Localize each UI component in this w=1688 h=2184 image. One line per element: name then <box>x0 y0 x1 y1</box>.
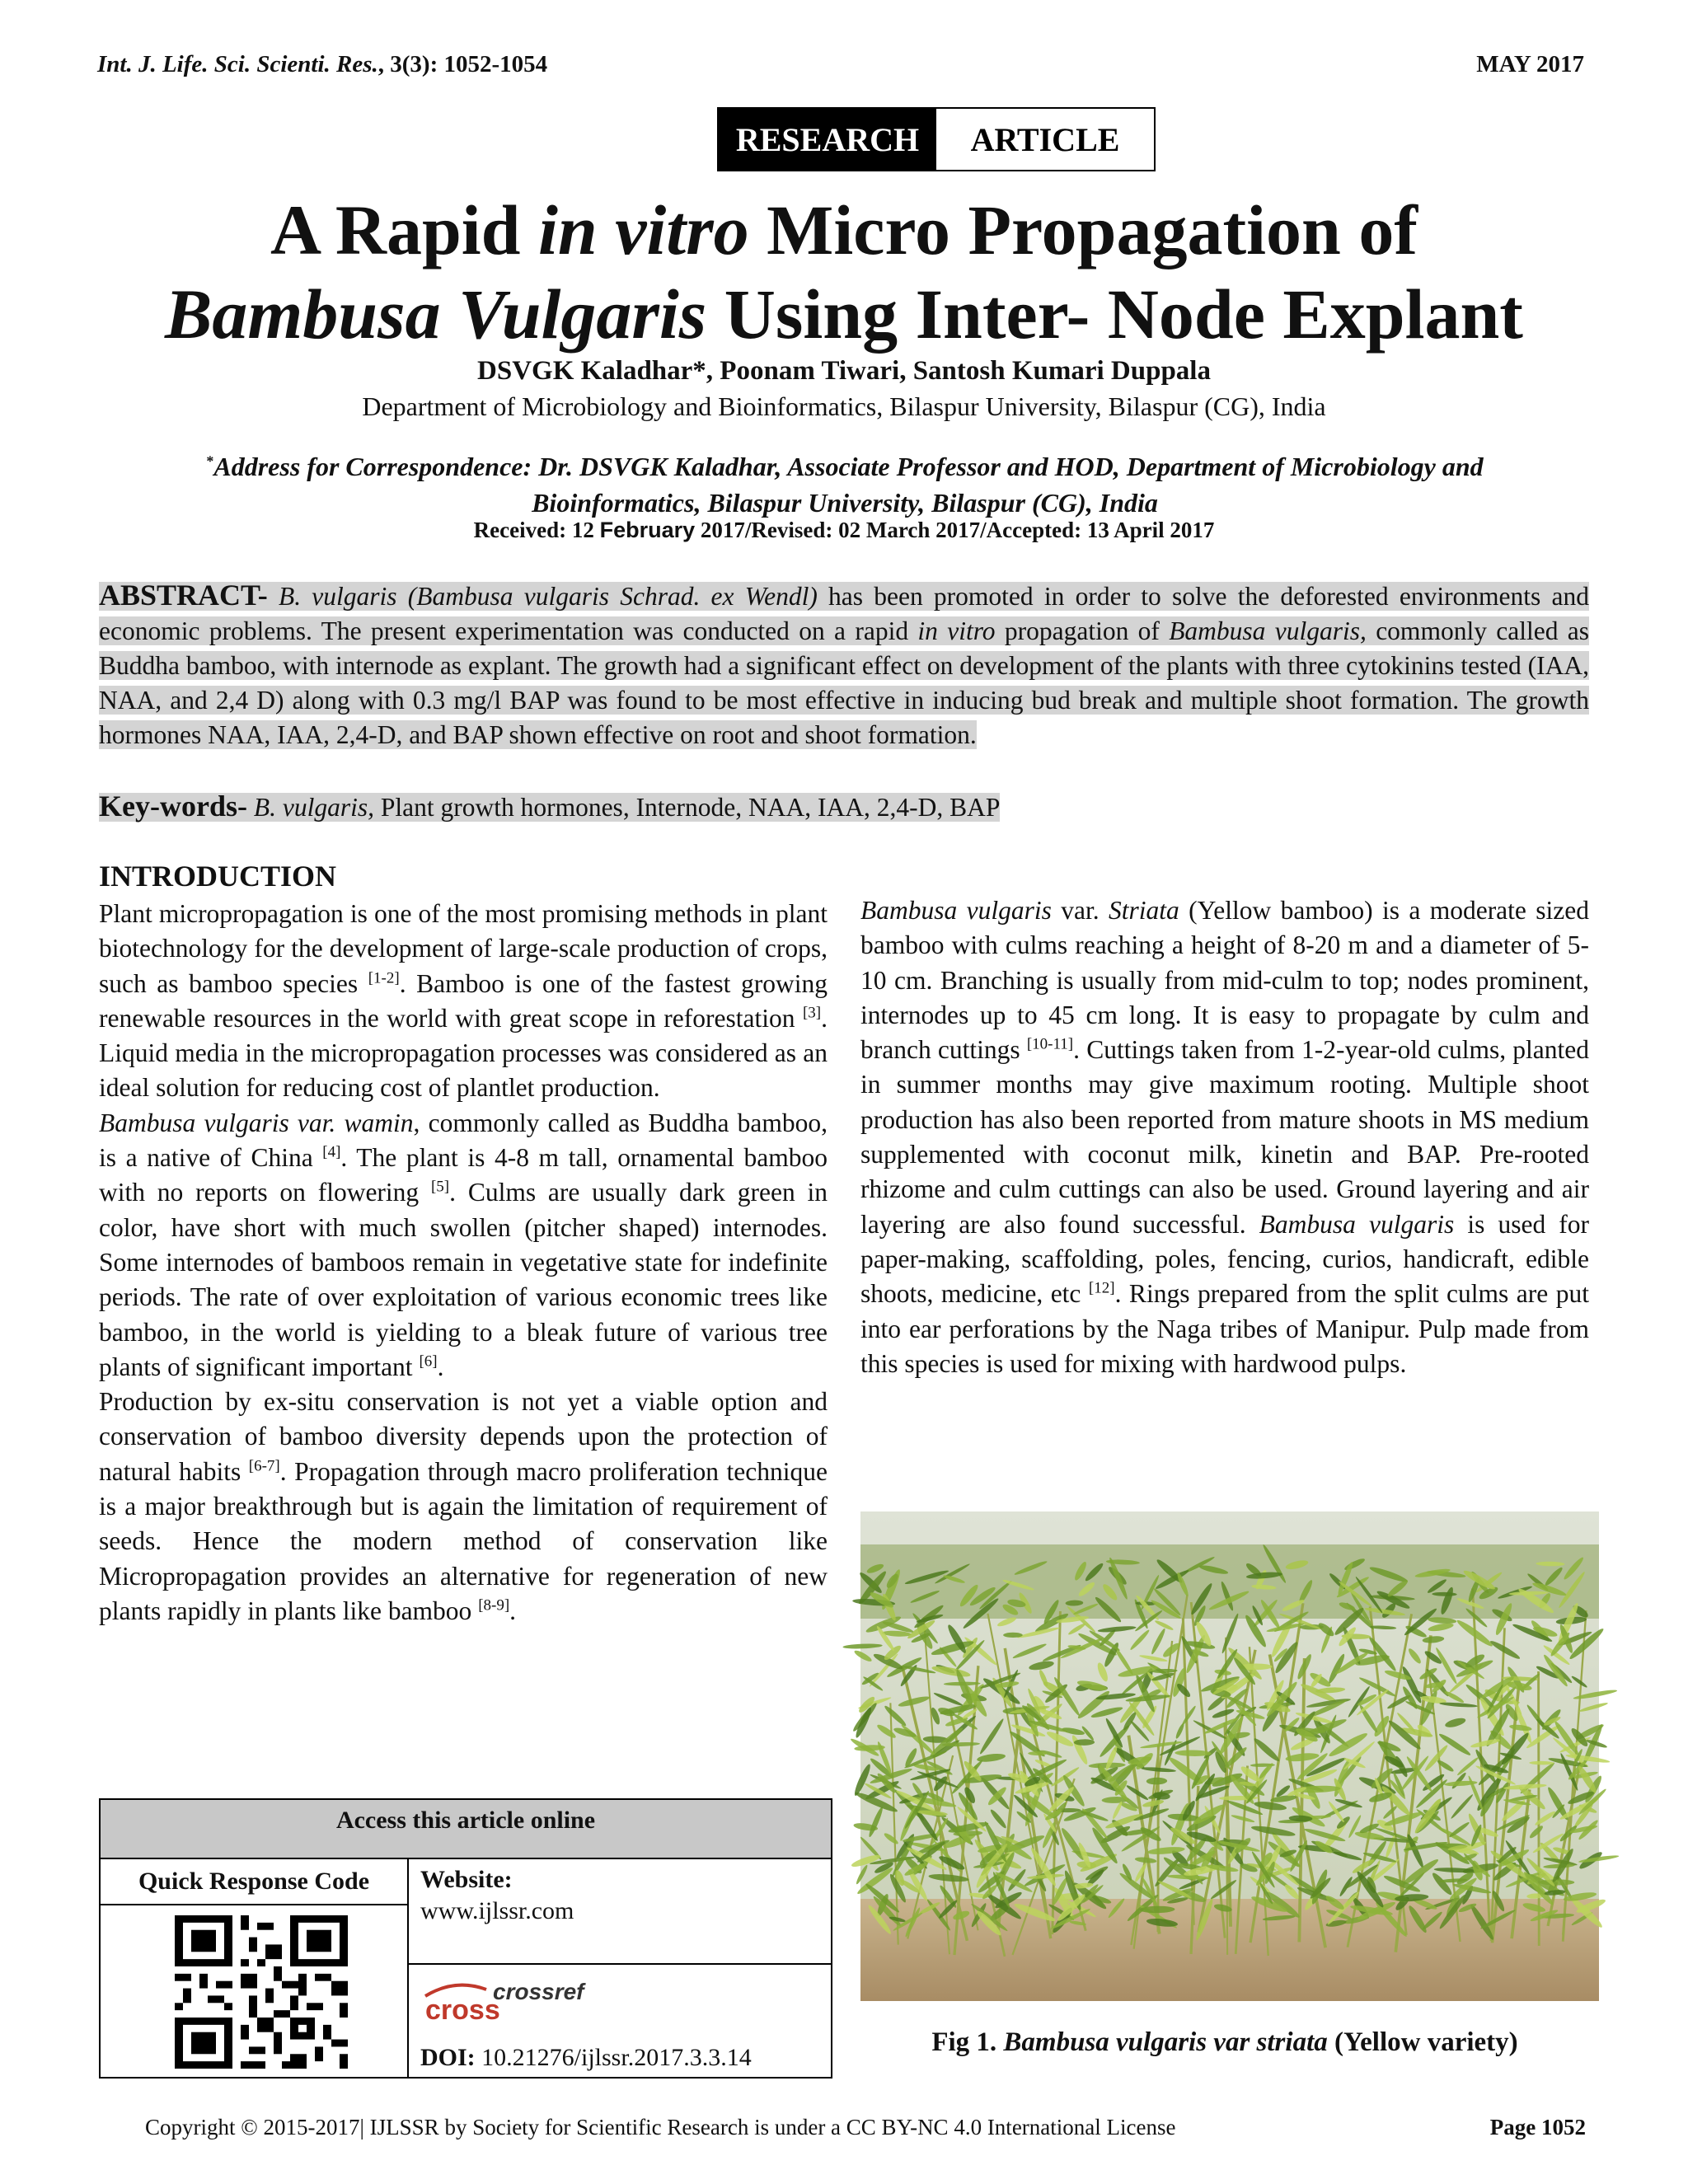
doi-cell <box>409 1965 831 2079</box>
website-label: Website: <box>420 1866 513 1893</box>
abstract: ABSTRACT- B. vulgaris (Bambusa vulgaris Schrad. ex Wendl) has been promoted in order to solve the deforested environments and economic problems. The present experimentation was conducted on a rapid in vitro propagation of Bambusa vulgaris, commonly called as Buddha bamboo, with internode as explant. The growth had a significant effect on development of the plants with three cytokinins tested (IAA, NAA, and 2,4 D) along with 0.3 mg/l BAP was found to be most effective in inducing bud break and multiple shoot formation. The growth hormones NAA, IAA, 2,4-D, and BAP shown effective on root and shoot formation. <box>99 579 1590 749</box>
page-number: Page 1052 <box>1489 2115 1586 2139</box>
journal-citation: Int. J. Life. Sci. Scienti. Res., 3(3): 1052-1054 <box>97 51 548 77</box>
bamboo-photo <box>860 1511 1599 2001</box>
badge-article: ARTICLE <box>936 109 1154 170</box>
website-cell <box>409 1859 831 1965</box>
badge-research: RESEARCH <box>719 109 936 170</box>
doi-link[interactable]: 10.21276/ijlssr.2017.3.3.14 <box>475 2044 752 2071</box>
right-paragraph: Bambusa vulgaris var. Striata (Yellow bamboo) is a moderate sized bamboo with culms reaching a height of 8-20 m and a diameter of 5-10 cm. Branching is usually from mid-culm to top; nodes prominent, internodes up to 45 cm long. It is easy to propagate by culm and branch cuttings [10-11]. Cuttings taken from 1-2-year-old culms, planted in summer months may give maximum rooting. Multiple shoot production has also been reported from mature shoots in MS medium supplemented with coconut milk, kinetin and BAP. Pre-rooted rhizome and culm cuttings can also be used. Ground layering and air layering are also found successful. Bambusa vulgaris is used for paper-making, scaffolding, poles, fencing, curios, handicraft, edible shoots, medicine, etc [12]. Rings prepared from the split culms are put into ear perforations by the Naga tribes of Manipur. Pulp made from this species is used for mixing with hardwood pulps. <box>860 896 1590 1378</box>
doi-line: DOI: 10.21276/ijlssr.2017.3.3.14 <box>420 2044 752 2071</box>
article-type-badge <box>717 107 1156 171</box>
issue-date: MAY 2017 <box>1476 51 1584 77</box>
keywords: Key-words- B. vulgaris, Plant growth hormones, Internode, NAA, IAA, 2,4-D, BAP <box>99 790 1001 823</box>
svg-text:crossref: crossref <box>493 1979 584 2004</box>
qr-code-cell <box>101 1905 409 2079</box>
intro-paragraph-1: Plant micropropagation is one of the most promising methods in plant biotechnology for the development of large-scale production of crops, such as bamboo species [1-2]. Bamboo is one of the fastest growing renewable resources in the world with great scope in reforestation [3]. Liquid media in the micropropagation processes was considered as an ideal solution for reducing cost of plantlet production. <box>99 899 828 1103</box>
intro-paragraph-3: Production by ex-situ conservation is not yet a viable option and conservation of bamboo diversity depends upon the protection of natural habits [6-7]. Propagation through macro proliferation technique is a major breakthrough but is again the limitation of requirement of seeds. Hence the modern method of conservation like Micropropagation provides an alternative for regeneration of new plants rapidly in plants like bamboo [8-9]. <box>99 1387 828 1625</box>
access-heading: Access this article online <box>101 1800 831 1859</box>
website-link[interactable]: www.ijlssr.com <box>420 1897 574 1924</box>
section-heading-introduction: INTRODUCTION <box>99 860 337 893</box>
abstract-label: ABSTRACT- <box>99 579 268 612</box>
keywords-label: Key-words- <box>99 790 247 823</box>
article-title: A Rapid in vitro Micro Propagation of Bambusa Vulgaris Using Inter- Node Explant <box>165 190 1523 354</box>
correspondence-address: *Address for Correspondence: Dr. DSVGK Kaladhar, Associate Professor and HOD, Department of Microbiology and Bioinformatics, Bilaspur University, Bilaspur (CG), India <box>206 452 1484 518</box>
figure-caption: Fig 1. Bambusa vulgaris var striata (Yellow variety) <box>931 2027 1518 2057</box>
article-dates: Received: 12 February 2017/Revised: 02 March 2017/Accepted: 13 April 2017 <box>473 518 1215 542</box>
authors: DSVGK Kaladhar*, Poonam Tiwari, Santosh Kumari Duppala <box>477 356 1211 386</box>
right-column-text <box>860 893 1589 1381</box>
left-column-text <box>99 897 828 1629</box>
affiliation: Department of Microbiology and Bioinformatics, Bilaspur University, Bilaspur (CG), India <box>362 391 1326 421</box>
crossref-logo-icon <box>422 1978 584 2027</box>
intro-paragraph-2: Bambusa vulgaris var. wamin, commonly called as Buddha bamboo, is a native of China [4]. The plant is 4-8 m tall, ornamental bamboo with no reports on flowering [5]. Culms are usually dark green in color, have short with much swollen (pitcher shaped) internodes. Some internodes of bamboos remain in vegetative state for indefinite periods. The rate of over exploitation of various economic trees like bamboo, in the world is yielding to a bleak future of various tree plants of significant important [6]. <box>99 1108 828 1381</box>
qr-code-label: Quick Response Code <box>101 1859 409 1905</box>
copyright-notice: Copyright © 2015-2017| IJLSSR by Society for Scientific Research is under a CC BY-NC 4.0 International License <box>145 2115 1176 2139</box>
svg-text:cross: cross <box>425 1994 500 2026</box>
qr-code-icon[interactable] <box>175 1915 348 2069</box>
access-article-box <box>99 1798 832 2079</box>
